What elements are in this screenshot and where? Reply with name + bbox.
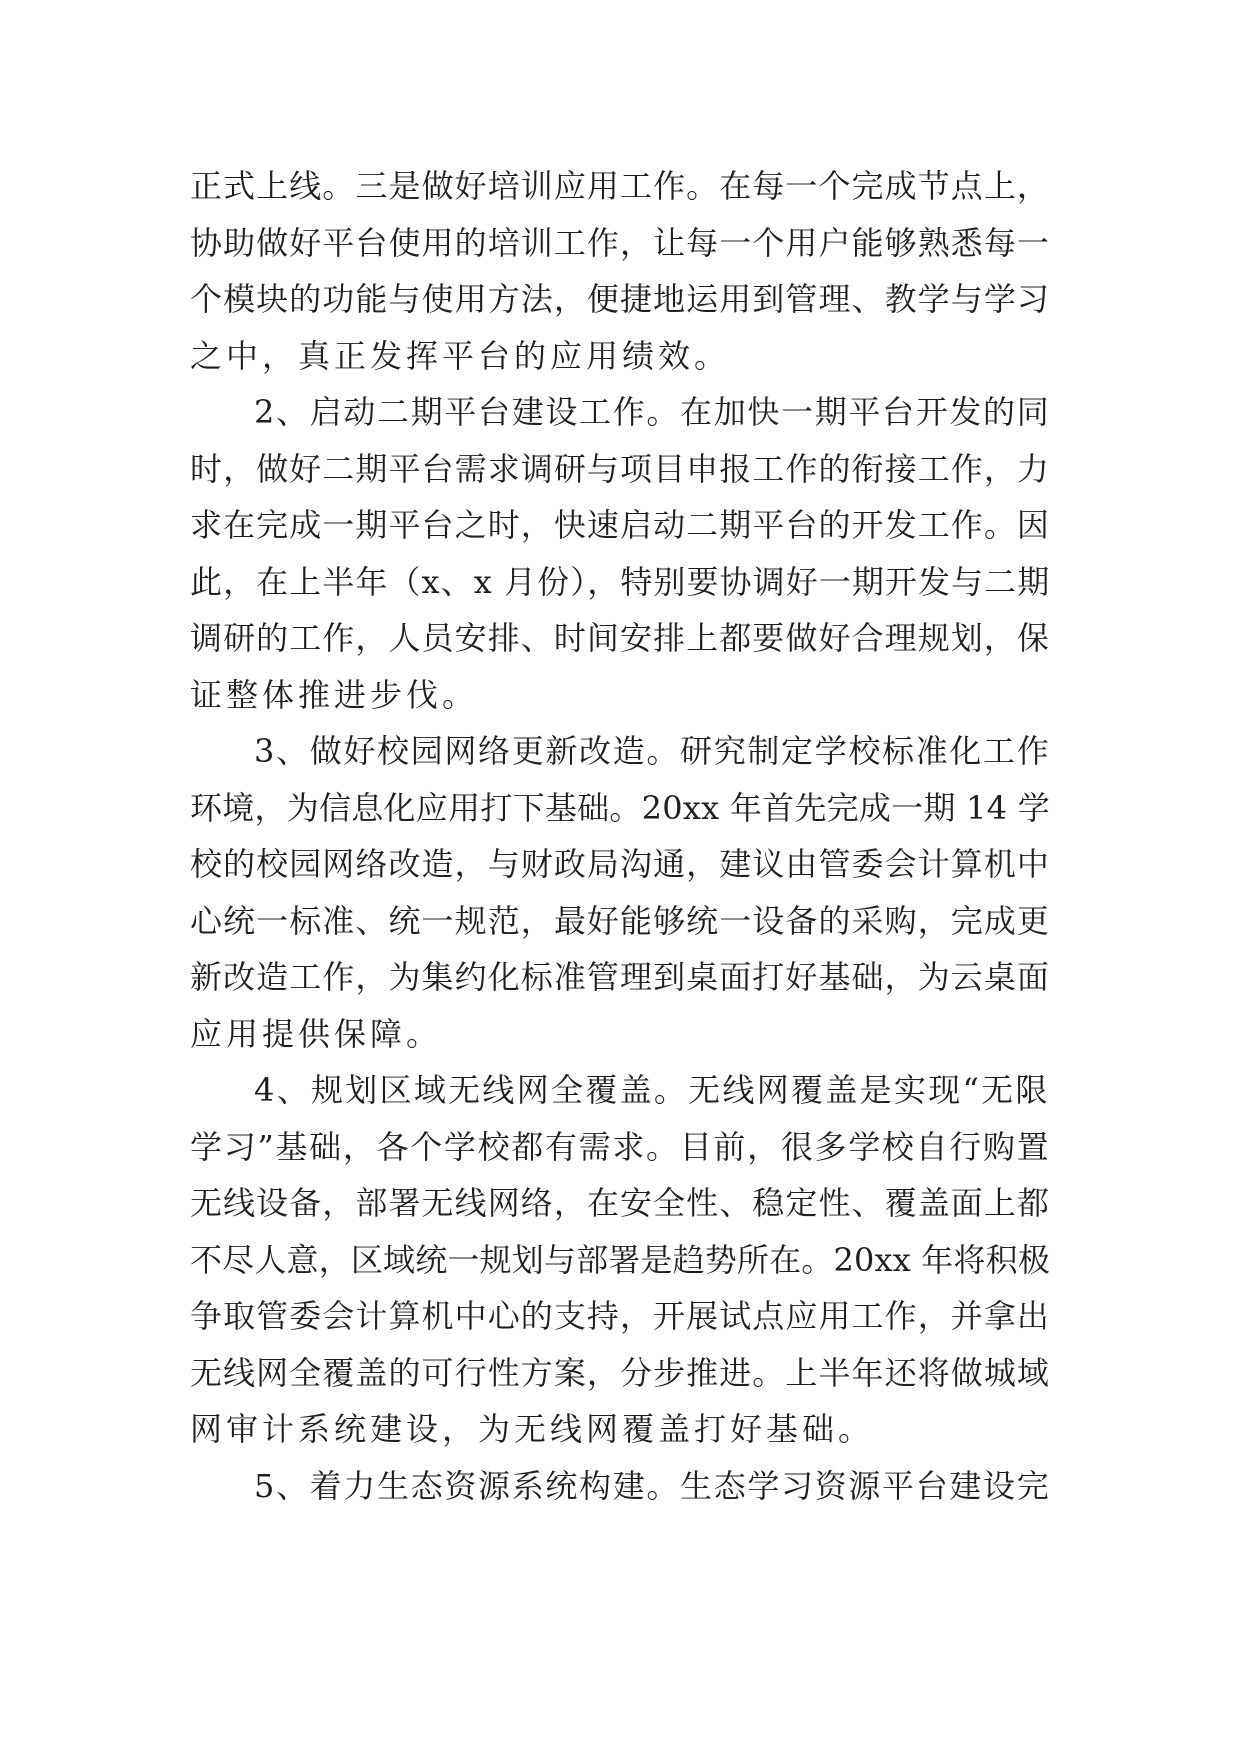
text-line: 2、启动二期平台建设工作。在加快一期平台开发的同 [254,393,1051,431]
text-line: 协助做好平台使用的培训工作，让每一个用户能够熟悉每一 [190,223,1051,262]
paragraph [190,158,1050,384]
text-line: 之中，真正发挥平台的应用绩效。 [190,336,731,375]
text-line: 时，做好二期平台需求调研与项目申报工作的衔接工作，力 [190,449,1051,488]
text-line: 5、着力生态资源系统构建。生态学习资源平台建设完 [254,1466,1051,1505]
paragraph [190,723,1050,1062]
text-line: 环境，为信息化应用打下基础。20xx 年首先完成一期 14 学 [190,788,1051,827]
paragraph [190,1458,1050,1515]
text-line: 不尽人意，区域统一规划与部署是趋势所在。20xx 年将积极 [190,1240,1050,1279]
text-line: 证整体推进步伐。 [190,675,479,714]
text-line: 调研的工作，人员安排、时间安排上都要做好合理规划，保 [190,619,1051,657]
text-line: 此，在上半年（x、x 月份），特别要协调好一期开发与二期 [190,562,1051,601]
paragraph [190,384,1050,723]
text-line: 4、规划区域无线网全覆盖。无线网覆盖是实现“无限 [254,1071,1050,1109]
text-line: 学习”基础，各个学校都有需求。目前，很多学校自行购置 [190,1127,1051,1166]
text-line: 新改造工作，为集约化标准管理到桌面打好基础，为云桌面 [190,958,1051,996]
text-line: 校的校园网络改造，与财政局沟通，建议由管委会计算机中 [190,845,1051,883]
text-line: 3、做好校园网络更新改造。研究制定学校标准化工作 [254,732,1051,770]
text-line: 心统一标准、统一规范，最好能够统一设备的采购，完成更 [190,901,1051,940]
paragraph [190,1062,1050,1458]
text-line: 无线网全覆盖的可行性方案，分步推进。上半年还将做城域 [190,1353,1051,1392]
text-line: 网审计系统建设，为无线网覆盖打好基础。 [190,1410,875,1448]
text-line: 争取管委会计算机中心的支持，开展试点应用工作，并拿出 [190,1297,1051,1335]
text-line: 求在完成一期平台之时，快速启动二期平台的开发工作。因 [190,506,1051,544]
text-line: 应用提供保障。 [190,1014,443,1053]
text-line: 正式上线。三是做好培训应用工作。在每一个完成节点上， [190,167,1051,205]
document-body [190,158,1050,1514]
text-line: 个模块的功能与使用方法，便捷地运用到管理、教学与学习 [190,280,1051,318]
text-line: 无线设备，部署无线网络，在安全性、稳定性、覆盖面上都 [190,1184,1051,1222]
